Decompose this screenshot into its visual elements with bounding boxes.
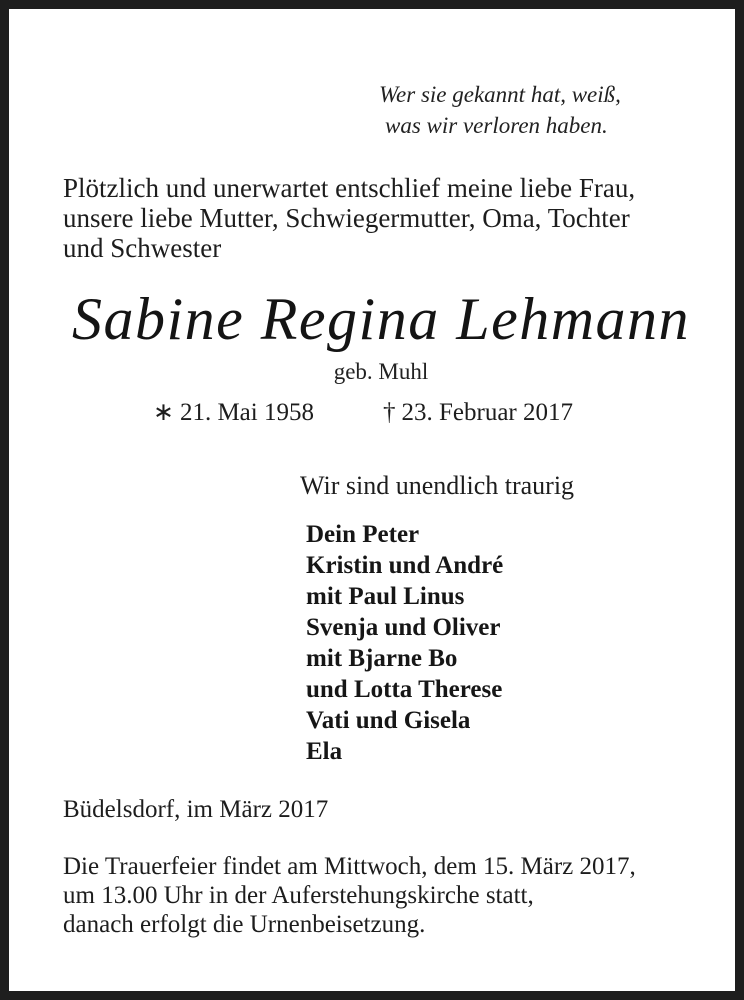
mourner-name: Svenja und Oliver [306, 614, 501, 641]
deceased-name: Sabine Regina Lehmann [71, 286, 691, 352]
maiden-name: geb. Muhl [333, 359, 429, 384]
mourner-name: mit Paul Linus [306, 583, 465, 610]
birth-star-icon: ∗ [153, 399, 174, 426]
funeral-line-2: um 13.00 Uhr in der Auferstehungskirche statt, [63, 882, 534, 909]
funeral-line-1: Die Trauerfeier findet am Mittwoch, dem 15. März 2017, [63, 853, 636, 880]
birth-date-line [153, 397, 314, 429]
mourner-name: Ela [306, 738, 343, 765]
mourner-name: Kristin und André [306, 552, 504, 579]
place-and-date: Büdelsdorf, im März 2017 [63, 796, 329, 823]
mourner-name: und Lotta Therese [306, 676, 503, 703]
motto-quote [379, 79, 621, 141]
motto-line-2: was wir verloren haben. [385, 113, 608, 138]
mourning-statement: Wir sind unendlich traurig [300, 471, 575, 500]
motto-line-1: Wer sie gekannt hat, weiß, [379, 82, 621, 107]
intro-text [63, 173, 635, 263]
intro-line-1: Plötzlich und unerwartet entschlief meine liebe Frau, [63, 173, 636, 203]
intro-line-3: und Schwester [63, 233, 222, 263]
funeral-details [63, 852, 636, 939]
mourner-list [306, 519, 503, 767]
death-cross-icon: † [383, 399, 396, 426]
intro-line-2: unsere liebe Mutter, Schwiegermutter, Oma, Tochter [63, 203, 630, 233]
mourner-name: Vati und Gisela [306, 707, 471, 734]
death-date: 23. Februar 2017 [401, 399, 573, 426]
birth-date: 21. Mai 1958 [179, 399, 314, 426]
mourner-name: mit Bjarne Bo [306, 645, 458, 672]
funeral-line-3: danach erfolgt die Urnenbeisetzung. [63, 911, 426, 938]
mourner-name: Dein Peter [306, 521, 420, 548]
death-date-line [383, 397, 573, 429]
